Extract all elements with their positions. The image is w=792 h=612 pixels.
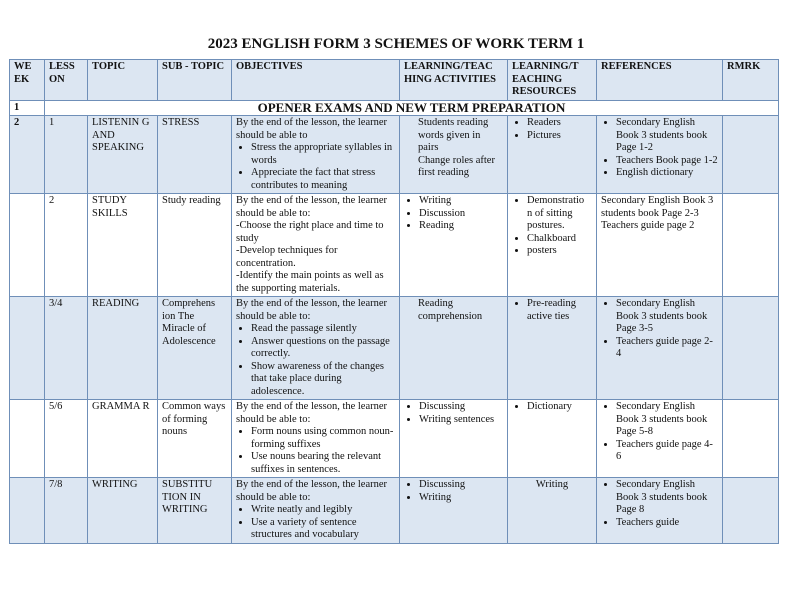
activity-item: • Writing sentences xyxy=(419,414,503,427)
remarks-cell xyxy=(723,478,779,544)
activity-item: Reading comprehension xyxy=(418,298,483,322)
table-row xyxy=(10,400,779,478)
objective-item: • Form nouns using common noun-forming suffixes xyxy=(251,426,395,451)
table-row xyxy=(10,297,779,400)
objectives-cell xyxy=(232,194,400,297)
lesson-cell: 5/6 xyxy=(45,400,88,478)
header-activities: LEARNING/TEAC HING ACTIVITIES xyxy=(400,60,508,101)
reference-item: • Secondary English Book 3 students book Page 3-5 xyxy=(616,298,718,336)
header-objectives: OBJECTIVES xyxy=(232,60,400,101)
objective-item: • Show awareness of the changes that take place during adolescence. xyxy=(251,361,395,399)
reference-item: • Teachers guide page 4-6 xyxy=(616,439,718,464)
header-remarks: RMRK xyxy=(723,60,779,101)
subtopic-cell: Comprehens ion The Miracle of Adolescence xyxy=(158,297,232,400)
objective-item: -Identify the main points as well as the supporting materials. xyxy=(236,270,384,294)
activities-cell xyxy=(400,116,508,194)
header-week: WE EK xyxy=(10,60,45,101)
resource-item: • posters xyxy=(527,245,592,258)
objectives-cell xyxy=(232,478,400,544)
resource-item: • Demonstratio n of sitting postures. xyxy=(527,195,592,233)
objectives-intro: By the end of the lesson, the learner should be able to: xyxy=(236,479,388,503)
header-topic: TOPIC xyxy=(88,60,158,101)
resource-item: • Chalkboard xyxy=(527,233,592,246)
objectives-intro: By the end of the lesson, the learner should be able to: xyxy=(236,298,388,322)
header-lesson: LESS ON xyxy=(45,60,88,101)
objectives-intro: By the end of the lesson, the learner should be able to xyxy=(236,117,388,141)
remarks-cell xyxy=(723,400,779,478)
topic-cell: LISTENIN G AND SPEAKING xyxy=(88,116,158,194)
references-cell xyxy=(597,194,723,297)
reference-item: • Secondary English Book 3 students book Page 5-8 xyxy=(616,401,718,439)
resources-cell xyxy=(508,116,597,194)
references-cell xyxy=(597,400,723,478)
objective-item: • Read the passage silently xyxy=(251,323,395,336)
week1-banner: OPENER EXAMS AND NEW TERM PREPARATION xyxy=(45,100,779,116)
resource-item: • Pre-reading active ties xyxy=(527,298,592,323)
lesson-cell: 3/4 xyxy=(45,297,88,400)
resource-item: • Dictionary xyxy=(527,401,592,414)
objective-item: • Use a variety of sentence structures and vocabulary xyxy=(251,517,395,542)
resources-cell xyxy=(508,194,597,297)
week-cell xyxy=(10,297,45,400)
resources-cell xyxy=(508,400,597,478)
objective-item: • Write neatly and legibly xyxy=(251,504,395,517)
remarks-cell xyxy=(723,194,779,297)
resource-item: • Readers xyxy=(527,117,592,130)
remarks-cell xyxy=(723,116,779,194)
topic-cell: STUDY SKILLS xyxy=(88,194,158,297)
week1-row xyxy=(10,100,779,116)
activity-item: Students reading words given in pairs xyxy=(418,117,489,153)
header-subtopic: SUB - TOPIC xyxy=(158,60,232,101)
objectives-cell xyxy=(232,297,400,400)
scheme-table xyxy=(9,59,779,544)
activity-item: • Writing xyxy=(419,195,503,208)
topic-cell: READING xyxy=(88,297,158,400)
activity-item: • Discussion xyxy=(419,208,503,221)
objective-item: • Use nouns bearing the relevant suffixes in sentences. xyxy=(251,451,395,476)
header-resources: LEARNING/T EACHING RESOURCES xyxy=(508,60,597,101)
reference-item: Teachers guide page 2 xyxy=(601,220,695,231)
objective-item: • Answer questions on the passage correctly. xyxy=(251,336,395,361)
reference-item: • Teachers guide page 2-4 xyxy=(616,336,718,361)
resource-item: Writing xyxy=(535,479,569,490)
objectives-cell xyxy=(232,116,400,194)
objective-item: • Appreciate the fact that stress contributes to meaning xyxy=(251,167,395,192)
objective-item: • Stress the appropriate syllables in words xyxy=(251,142,395,167)
table-row xyxy=(10,194,779,297)
subtopic-cell: SUBSTITU TION IN WRITING xyxy=(158,478,232,544)
week-cell: 1 xyxy=(10,100,45,116)
reference-item: • Teachers Book page 1-2 xyxy=(616,155,718,168)
activity-item: • Writing xyxy=(419,492,503,505)
resources-cell xyxy=(508,297,597,400)
header-references: REFERENCES xyxy=(597,60,723,101)
resources-cell xyxy=(508,478,597,544)
subtopic-cell: Common ways of forming nouns xyxy=(158,400,232,478)
document-title: 2023 ENGLISH FORM 3 SCHEMES OF WORK TERM 1 xyxy=(207,36,585,52)
resource-item: • Pictures xyxy=(527,130,592,143)
objectives-intro: By the end of the lesson, the learner should be able to: xyxy=(236,195,388,219)
lesson-cell: 7/8 xyxy=(45,478,88,544)
subtopic-cell: STRESS xyxy=(158,116,232,194)
reference-item: • Teachers guide xyxy=(616,517,718,530)
objectives-cell xyxy=(232,400,400,478)
reference-item: • English dictionary xyxy=(616,167,718,180)
subtopic-cell: Study reading xyxy=(158,194,232,297)
week-cell: 2 xyxy=(10,116,45,194)
activity-item: • Reading xyxy=(419,220,503,233)
topic-cell: WRITING xyxy=(88,478,158,544)
objective-item: -Choose the right place and time to study xyxy=(236,220,384,244)
remarks-cell xyxy=(723,297,779,400)
activities-cell xyxy=(400,194,508,297)
table-row xyxy=(10,116,779,194)
objectives-intro: By the end of the lesson, the learner should be able to: xyxy=(236,401,388,425)
week-cell xyxy=(10,478,45,544)
lesson-cell: 2 xyxy=(45,194,88,297)
objective-item: -Develop techniques for concentration. xyxy=(236,245,338,269)
references-cell xyxy=(597,116,723,194)
topic-cell: GRAMMA R xyxy=(88,400,158,478)
activities-cell xyxy=(400,297,508,400)
activities-cell xyxy=(400,400,508,478)
week-cell xyxy=(10,194,45,297)
references-cell xyxy=(597,478,723,544)
reference-item: • Secondary English Book 3 students book Page 8 xyxy=(616,479,718,517)
lesson-cell: 1 xyxy=(45,116,88,194)
activity-item: Change roles after first reading xyxy=(418,154,495,178)
activity-item: • Discussing xyxy=(419,401,503,414)
week-cell xyxy=(10,400,45,478)
activity-item: • Discussing xyxy=(419,479,503,492)
references-cell xyxy=(597,297,723,400)
header-row xyxy=(10,60,779,101)
reference-item: • Secondary English Book 3 students book Page 1-2 xyxy=(616,117,718,155)
table-row xyxy=(10,478,779,544)
activities-cell xyxy=(400,478,508,544)
reference-item: Secondary English Book 3 students book Page 2-3 xyxy=(601,195,714,219)
